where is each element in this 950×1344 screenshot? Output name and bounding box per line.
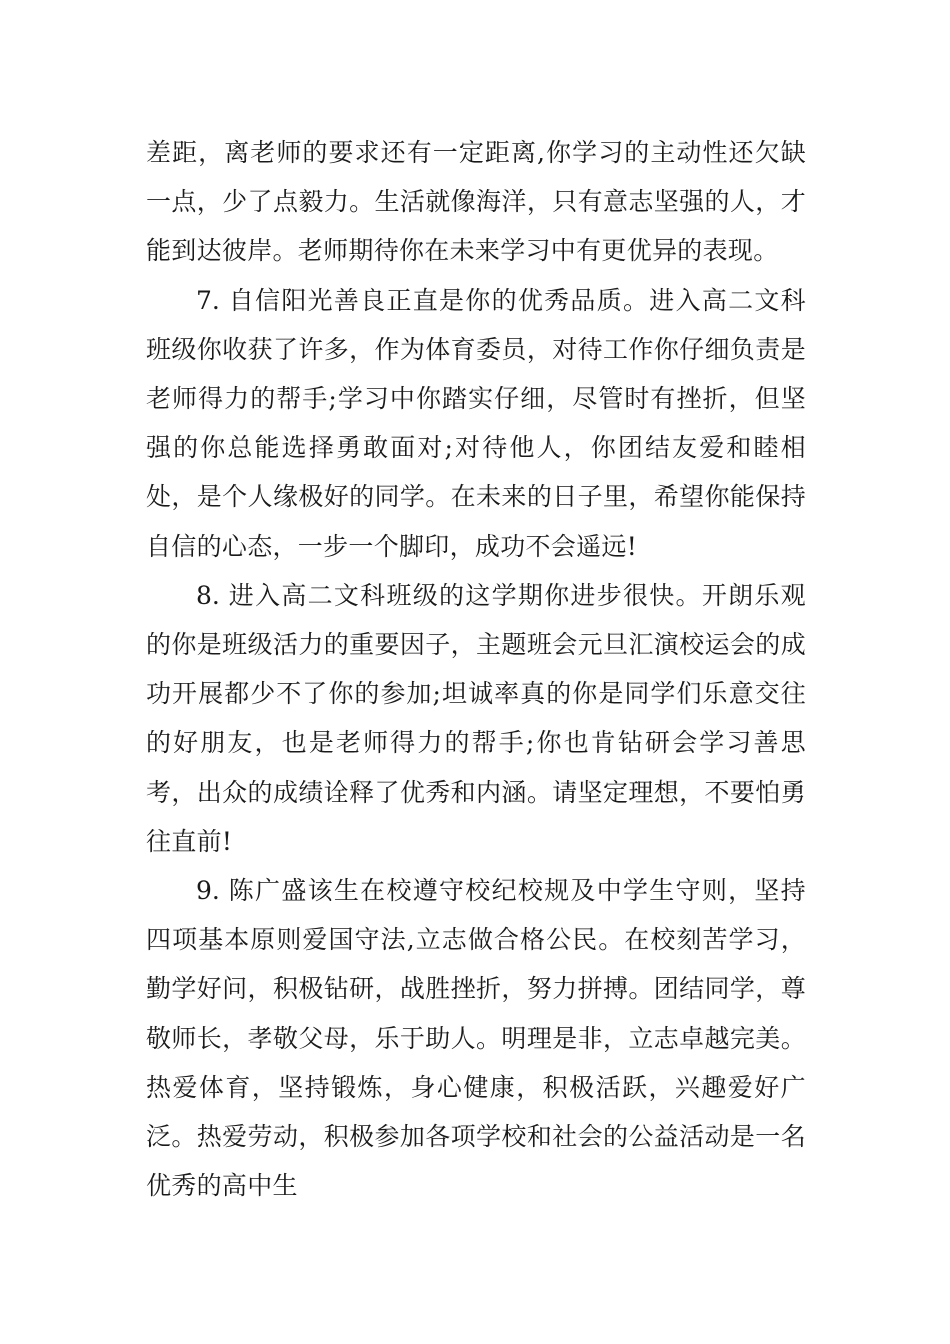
paragraph-number: 7.	[196, 285, 229, 315]
paragraph-text: 陈广盛该生在校遵守校纪校规及中学生守则，坚持四项基本原则爱国守法,立志做合格公民。在校刻苦学习，勤学好问，积极钻研，战胜挫折，努力拼搏。团结同学，尊敬师长，孝敬父母，乐于助人。明理是非，立志卓越完美。热爱体育，坚持锻炼，身心健康，积极活跃，兴趣爱好广泛。热爱劳动，积极参加各项学校和社会的公益活动是一名优秀的高中生	[146, 876, 806, 1201]
paragraph-9	[146, 866, 806, 1210]
paragraph-7	[146, 276, 806, 571]
paragraph-text: 进入高二文科班级的这学期你进步很快。开朗乐观的你是班级活力的重要因子，主题班会元旦汇演校运会的成功开展都少不了你的参加;坦诚率真的你是同学们乐意交往的好朋友，也是老师得力的帮手;你也肯钻研会学习善思考，出众的成绩诠释了优秀和内涵。请坚定理想，不要怕勇往直前!	[146, 580, 806, 856]
document-page	[146, 128, 806, 1210]
paragraph-text: 差距，离老师的要求还有一定距离,你学习的主动性还欠缺一点，少了点毅力。生活就像海洋，只有意志坚强的人，才能到达彼岸。老师期待你在未来学习中有更优异的表现。	[146, 138, 806, 266]
paragraph-8	[146, 571, 806, 866]
paragraph-number: 9.	[196, 876, 229, 906]
paragraph-number: 8.	[196, 580, 229, 610]
paragraph-text: 自信阳光善良正直是你的优秀品质。进入高二文科班级你收获了许多，作为体育委员，对待工作你仔细负责是老师得力的帮手;学习中你踏实仔细，尽管时有挫折，但坚强的你总能选择勇敢面对;对待他人，你团结友爱和睦相处，是个人缘极好的同学。在未来的日子里，希望你能保持自信的心态，一步一个脚印，成功不会遥远!	[146, 285, 806, 561]
paragraph-continued	[146, 128, 806, 276]
